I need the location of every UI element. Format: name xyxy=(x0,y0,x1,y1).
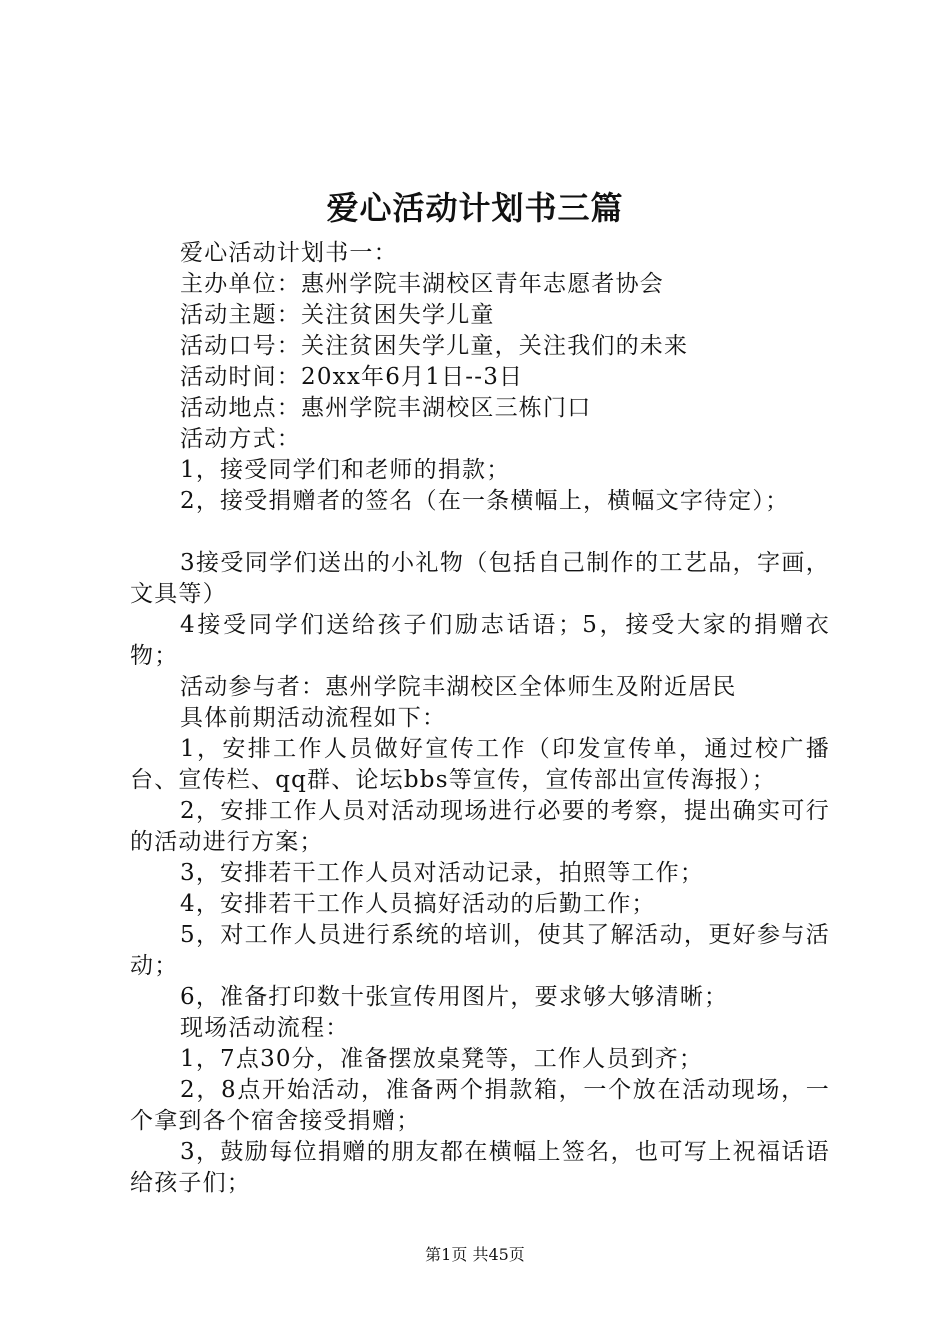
paragraph: 活动方式： xyxy=(180,426,301,452)
document-title: 爱心活动计划书三篇 xyxy=(326,189,624,227)
paragraph: 爱心活动计划书一： xyxy=(180,240,398,266)
paragraph: 2，安排工作人员对活动现场进行必要的考察，提出确实可行的活动进行方案； xyxy=(130,798,830,855)
paragraph: 1，安排工作人员做好宣传工作（印发宣传单，通过校广播台、宣传栏、qq群、论坛bbs等宣传，宣传部出宣传海报）； xyxy=(130,736,830,793)
paragraph: 活动参与者：惠州学院丰湖校区全体师生及附近居民 xyxy=(180,674,737,700)
document-body xyxy=(130,238,830,1199)
paragraph: 主办单位：惠州学院丰湖校区青年志愿者协会 xyxy=(180,271,664,297)
paragraph: 4，安排若干工作人员搞好活动的后勤工作； xyxy=(180,891,656,917)
paragraph: 活动地点：惠州学院丰湖校区三栋门口 xyxy=(180,395,592,421)
paragraph: 2，接受捐赠者的签名（在一条横幅上，横幅文字待定）； xyxy=(180,488,790,514)
paragraph: 5，对工作人员进行系统的培训，使其了解活动，更好参与活动； xyxy=(130,922,830,979)
paragraph: 1，接受同学们和老师的捐款； xyxy=(180,457,511,483)
paragraph: 3，安排若干工作人员对活动记录，拍照等工作； xyxy=(180,860,705,886)
paragraph: 活动时间：20xx年6月1日--3日 xyxy=(180,364,524,390)
paragraph: 1，7点30分，准备摆放桌凳等，工作人员到齐； xyxy=(180,1046,704,1072)
paragraph: 4接受同学们送给孩子们励志话语；5，接受大家的捐赠衣物； xyxy=(130,612,830,669)
paragraph: 3接受同学们送出的小礼物（包括自己制作的工艺品，字画，文具等） xyxy=(130,550,830,607)
paragraph: 现场活动流程： xyxy=(180,1015,350,1041)
paragraph: 2，8点开始活动，准备两个捐款箱，一个放在活动现场，一个拿到各个宿舍接受捐赠； xyxy=(130,1077,830,1134)
paragraph: 活动口号：关注贫困失学儿童，关注我们的未来 xyxy=(180,333,689,359)
page-footer: 第1页 共45页 xyxy=(425,1245,525,1264)
paragraph: 3，鼓励每位捐赠的朋友都在横幅上签名，也可写上祝福话语给孩子们； xyxy=(130,1139,830,1196)
blank-line xyxy=(130,517,830,548)
paragraph: 6，准备打印数十张宣传用图片，要求够大够清晰； xyxy=(180,984,729,1010)
paragraph: 具体前期活动流程如下： xyxy=(180,705,447,731)
paragraph: 活动主题：关注贫困失学儿童 xyxy=(180,302,495,328)
